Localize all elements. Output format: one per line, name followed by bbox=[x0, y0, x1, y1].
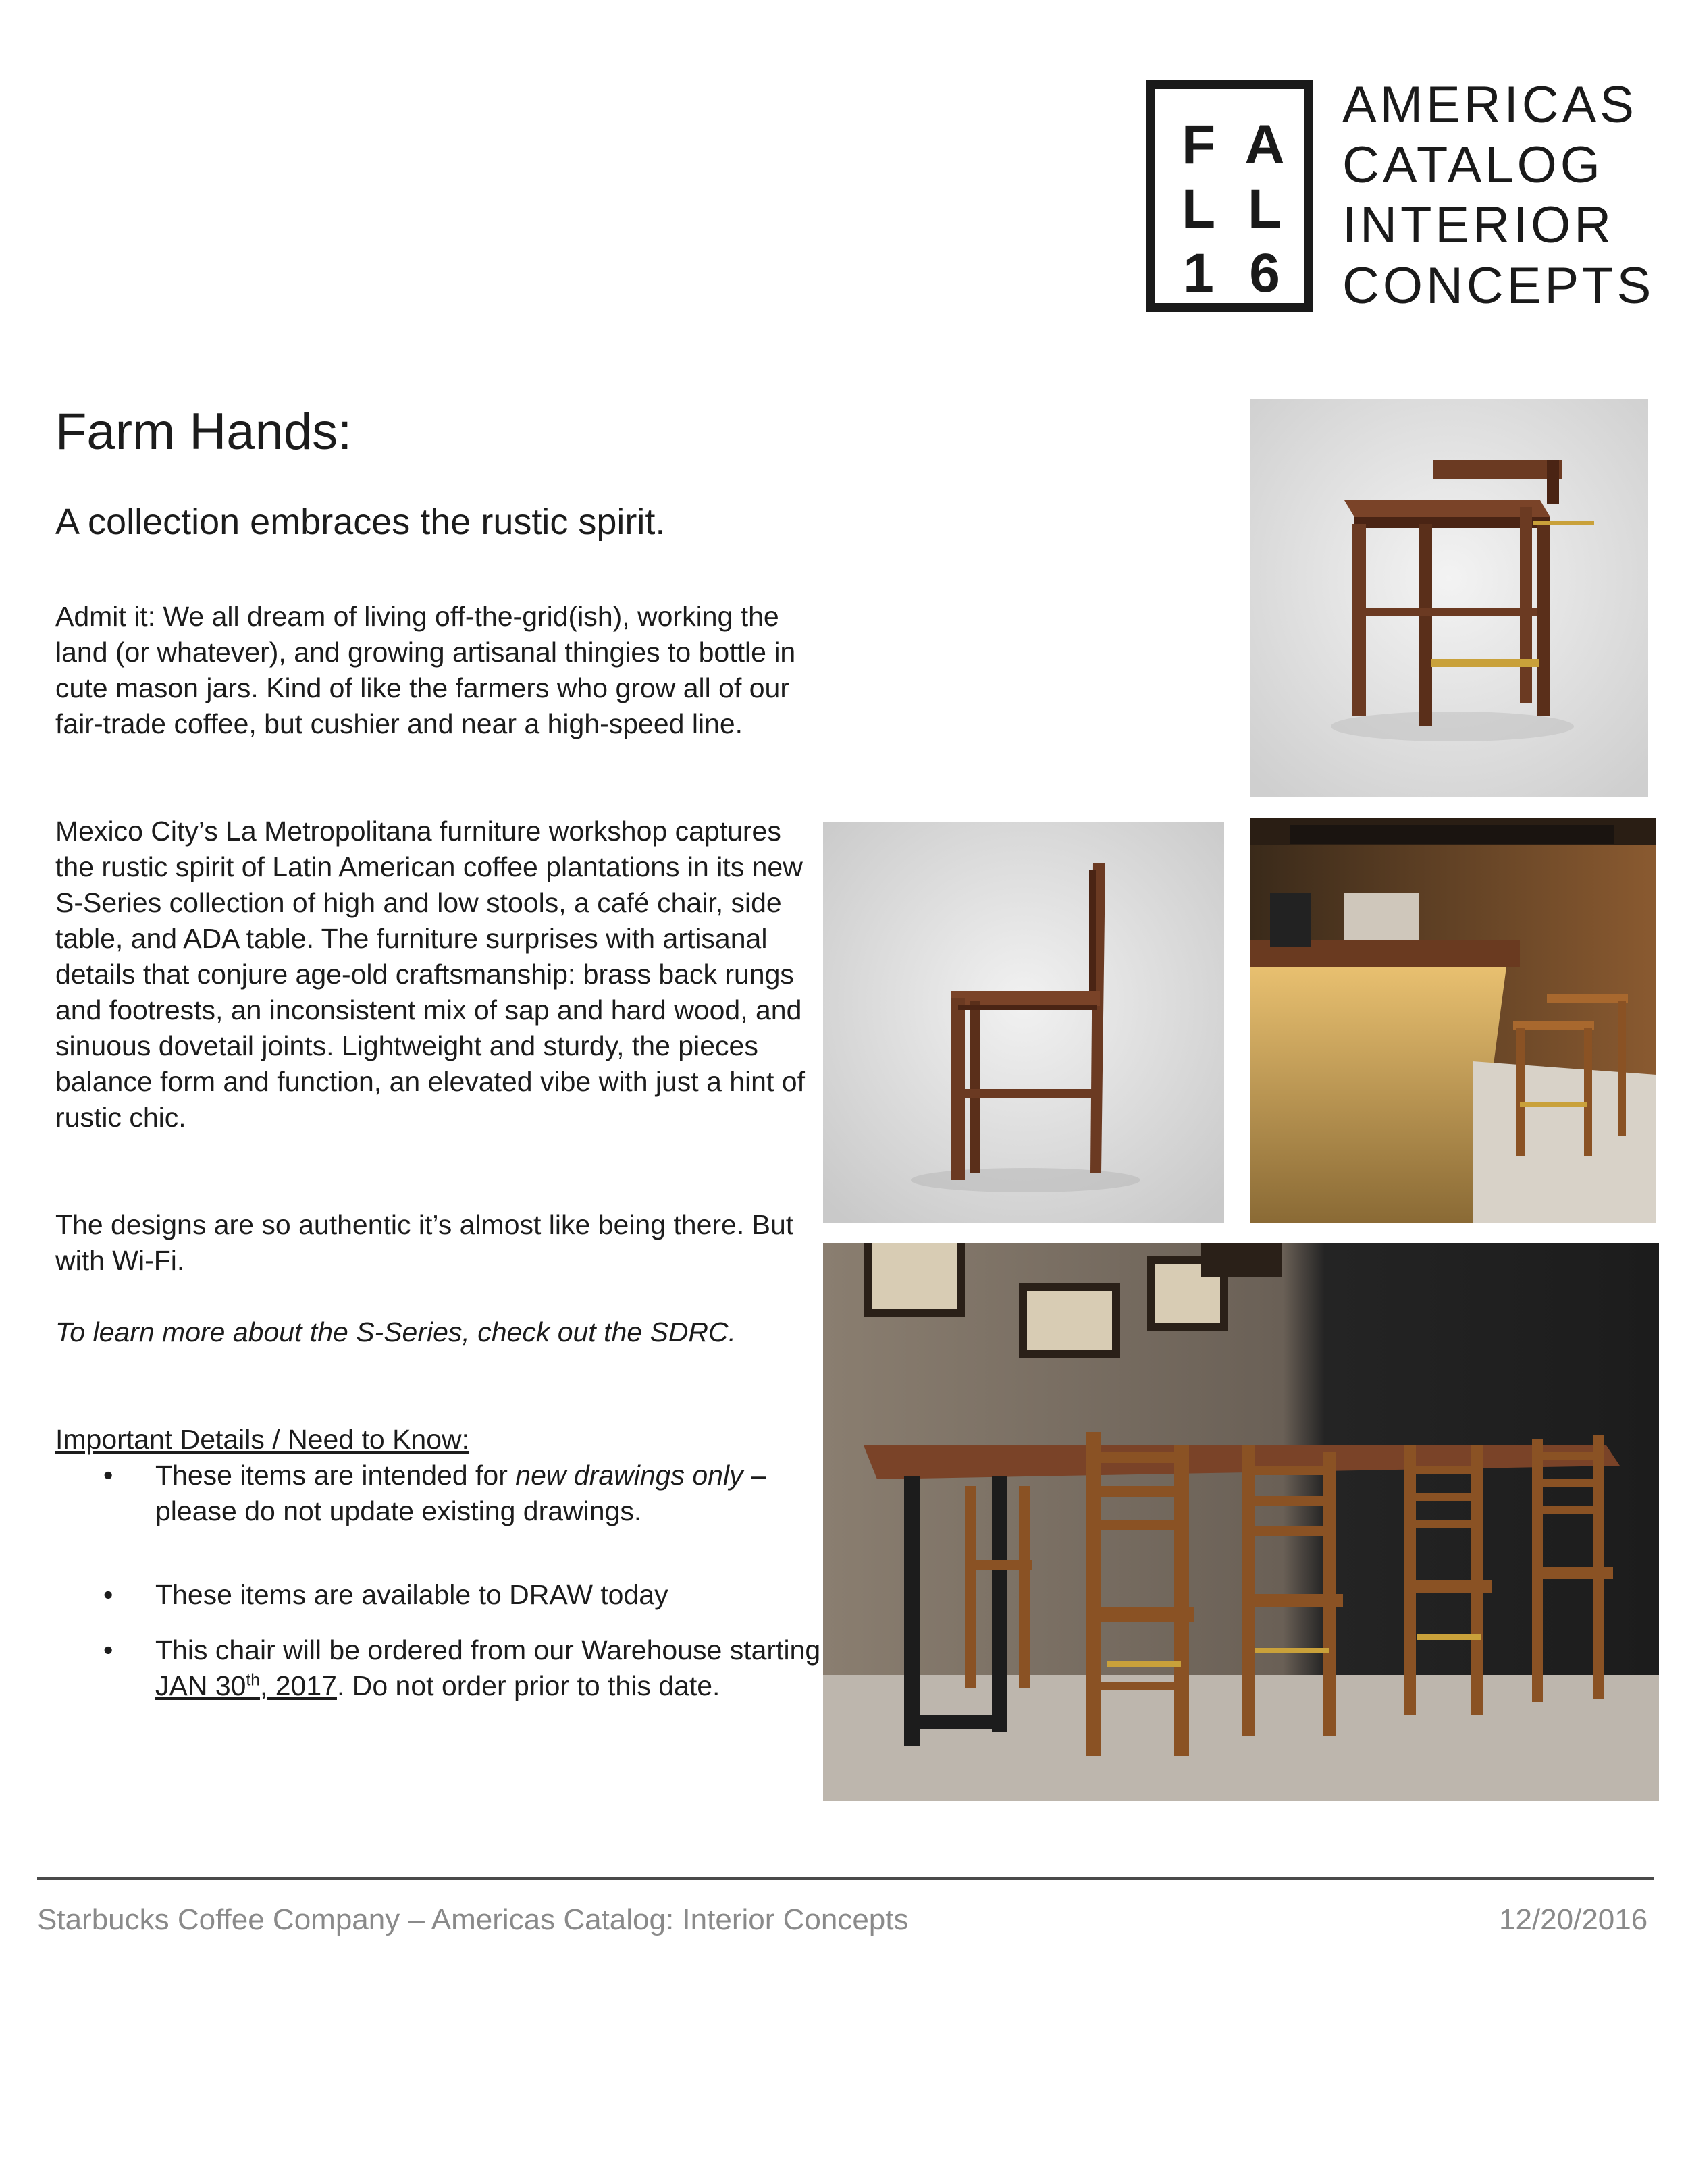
logo-letter: L bbox=[1247, 178, 1282, 240]
side-stool-photo bbox=[823, 822, 1224, 1223]
logo-letter: A bbox=[1244, 114, 1285, 176]
bullet-text: This chair will be ordered from our Warehouse starting JAN 30th, 2017. Do not order prior to this date. bbox=[155, 1634, 821, 1701]
logo-wordmark-line: INTERIOR bbox=[1342, 196, 1615, 254]
bullet-icon: • bbox=[103, 1579, 113, 1610]
logo-letter: 6 bbox=[1249, 242, 1280, 304]
high-stool-photo bbox=[1250, 399, 1648, 797]
store-counter-photo bbox=[1250, 818, 1656, 1223]
logo-letter: 1 bbox=[1183, 242, 1214, 304]
logo-letter: F bbox=[1181, 114, 1216, 176]
bullet-text: These items are intended for new drawings only – please do not update existing drawings. bbox=[155, 1460, 766, 1526]
footer-company: Starbucks Coffee Company – Americas Catalog: Interior Concepts bbox=[37, 1903, 909, 1936]
logo-letter: L bbox=[1181, 178, 1216, 240]
bullet-text: These items are available to DRAW today bbox=[155, 1579, 668, 1610]
logo-wordmark-line: CONCEPTS bbox=[1342, 257, 1655, 315]
intro-paragraph: Admit it: We all dream of living off-the-grid(ish), working the land (or whatever), and growing artisanal thingies to bottle in cute mason jars. Kind of like the farmers who grow all of our fair-trade coffee, but cushier and near a high-speed line. bbox=[55, 601, 796, 739]
logo-wordmark-line: AMERICAS bbox=[1342, 76, 1637, 134]
closing-paragraph: The designs are so authentic it’s almost like being there. But with Wi-Fi. bbox=[55, 1209, 794, 1276]
bullet-icon: • bbox=[103, 1460, 113, 1491]
page-title: Farm Hands: bbox=[55, 403, 352, 460]
dining-table-photo bbox=[823, 1243, 1659, 1801]
description-paragraph: Mexico City’s La Metropolitana furniture workshop captures the rustic spirit of Latin American coffee plantations in its new S-Series collection of high and low stools, a café chair, side table, and ADA table. The furniture surprises with artisanal details that conjure age-old craftsmanship: brass back rungs and footrests, an inconsistent mix of sap and hard wood, and sinuous dovetail joints. Lightweight and sturdy, the pieces balance form and function, an elevated vibe with just a hint of rustic chic. bbox=[55, 816, 805, 1133]
learn-more-note: To learn more about the S-Series, check out the SDRC. bbox=[55, 1316, 737, 1348]
logo-wordmark-line: CATALOG bbox=[1342, 136, 1604, 194]
page-subtitle: A collection embraces the rustic spirit. bbox=[55, 502, 666, 542]
logo-mark bbox=[1146, 80, 1313, 312]
footer-divider bbox=[37, 1877, 1654, 1880]
order-date: JAN 30th, 2017 bbox=[155, 1670, 337, 1701]
details-heading: Important Details / Need to Know: bbox=[55, 1424, 470, 1455]
bullet-icon: • bbox=[103, 1634, 113, 1666]
footer-date: 12/20/2016 bbox=[1499, 1903, 1648, 1936]
